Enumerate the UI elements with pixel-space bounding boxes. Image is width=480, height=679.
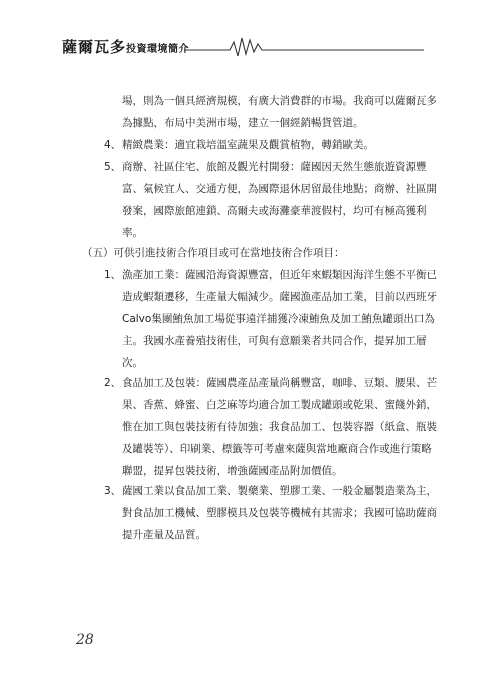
- list-item-line: 果、香蕉、蜂蜜、白芝麻等均適合加工製成罐頭或乾果、蜜餞外銷，: [122, 399, 437, 411]
- list-item-line: 薩國工業以食品加工業、製藥業、塑膠工業、一般金屬製造業為主，: [122, 485, 437, 497]
- list-item-line: 主。我國水產養殖技術佳，可與有意願業者共同合作，提昇加工層: [122, 335, 427, 347]
- list-item-line: 漁產加工業：薩國沿海資源豐富，但近年來蝦類因海洋生態不平衡已: [122, 269, 437, 281]
- list-item-line: 富、氣候宜人、交通方便，為國際退休居留最佳地點；商辦、社區開: [122, 183, 437, 195]
- paragraph-line: 為據點，布局中美洲市場，建立一個經銷暢貨管道。: [122, 117, 364, 129]
- header-title-sub: 投資環境簡介: [126, 44, 190, 55]
- page-number: 28: [76, 632, 94, 648]
- header-title: [62, 36, 189, 57]
- list-number: 2、: [104, 377, 122, 389]
- list-item-line: 對食品加工機械、塑膠模具及包裝等機械有其需求；我國可協助薩商: [122, 507, 437, 519]
- list-number: 1、: [104, 269, 122, 281]
- paragraph-line: 場，則為一個具經濟規模，有廣大消費群的市場。我商可以薩爾瓦多: [122, 95, 437, 107]
- header-title-main: 薩爾瓦多: [62, 38, 127, 56]
- list-number: 4、: [104, 139, 122, 151]
- list-item-line: Calvo集團鮪魚加工場從事遠洋捕獲冷凍鮪魚及加工鮪魚罐頭出口為: [122, 313, 435, 325]
- list-number: 5、: [104, 161, 122, 173]
- list-item-line: 發案，國際旅館連鎖、高爾夫或海灘豪華渡假村，均可有極高獲利: [122, 205, 427, 217]
- list-item-line: 率。: [122, 227, 143, 239]
- list-item-line: 惟在加工與包裝技術有待加強；我食品加工、包裝容器（紙盒、瓶裝: [122, 421, 437, 433]
- list-item-line: 食品加工及包裝：薩國農產品產量尚稱豐富，咖啡、豆類、腰果、芒: [122, 377, 437, 389]
- list-item-line: 次。: [122, 357, 143, 369]
- list-number: 3、: [104, 485, 122, 497]
- section-heading: （五）可供引進技術合作項目或可在當地技術合作項目：: [82, 247, 345, 259]
- header-wave-rule: [184, 34, 424, 60]
- running-header: [62, 34, 422, 60]
- list-item-line: 提升產量及品質。: [122, 529, 206, 541]
- list-item-line: 精緻農業：適宜栽培溫室蔬果及觀賞植物，轉銷歐美。: [122, 139, 374, 151]
- list-item-line: 商辦、社區住宅、旅館及觀光村開發：薩國因天然生態旅遊資源豐: [122, 161, 427, 173]
- list-item-line: 造成蝦類遷移，生產量大幅減少。薩國漁產品加工業，目前以西班牙: [122, 291, 437, 303]
- list-item-line: 聯盟，提昇包裝技術，增強薩國產品附加價值。: [122, 465, 343, 477]
- list-item-line: 及罐裝等）、印刷業、標籤等可考慮來薩與當地廠商合作或進行策略: [122, 443, 432, 455]
